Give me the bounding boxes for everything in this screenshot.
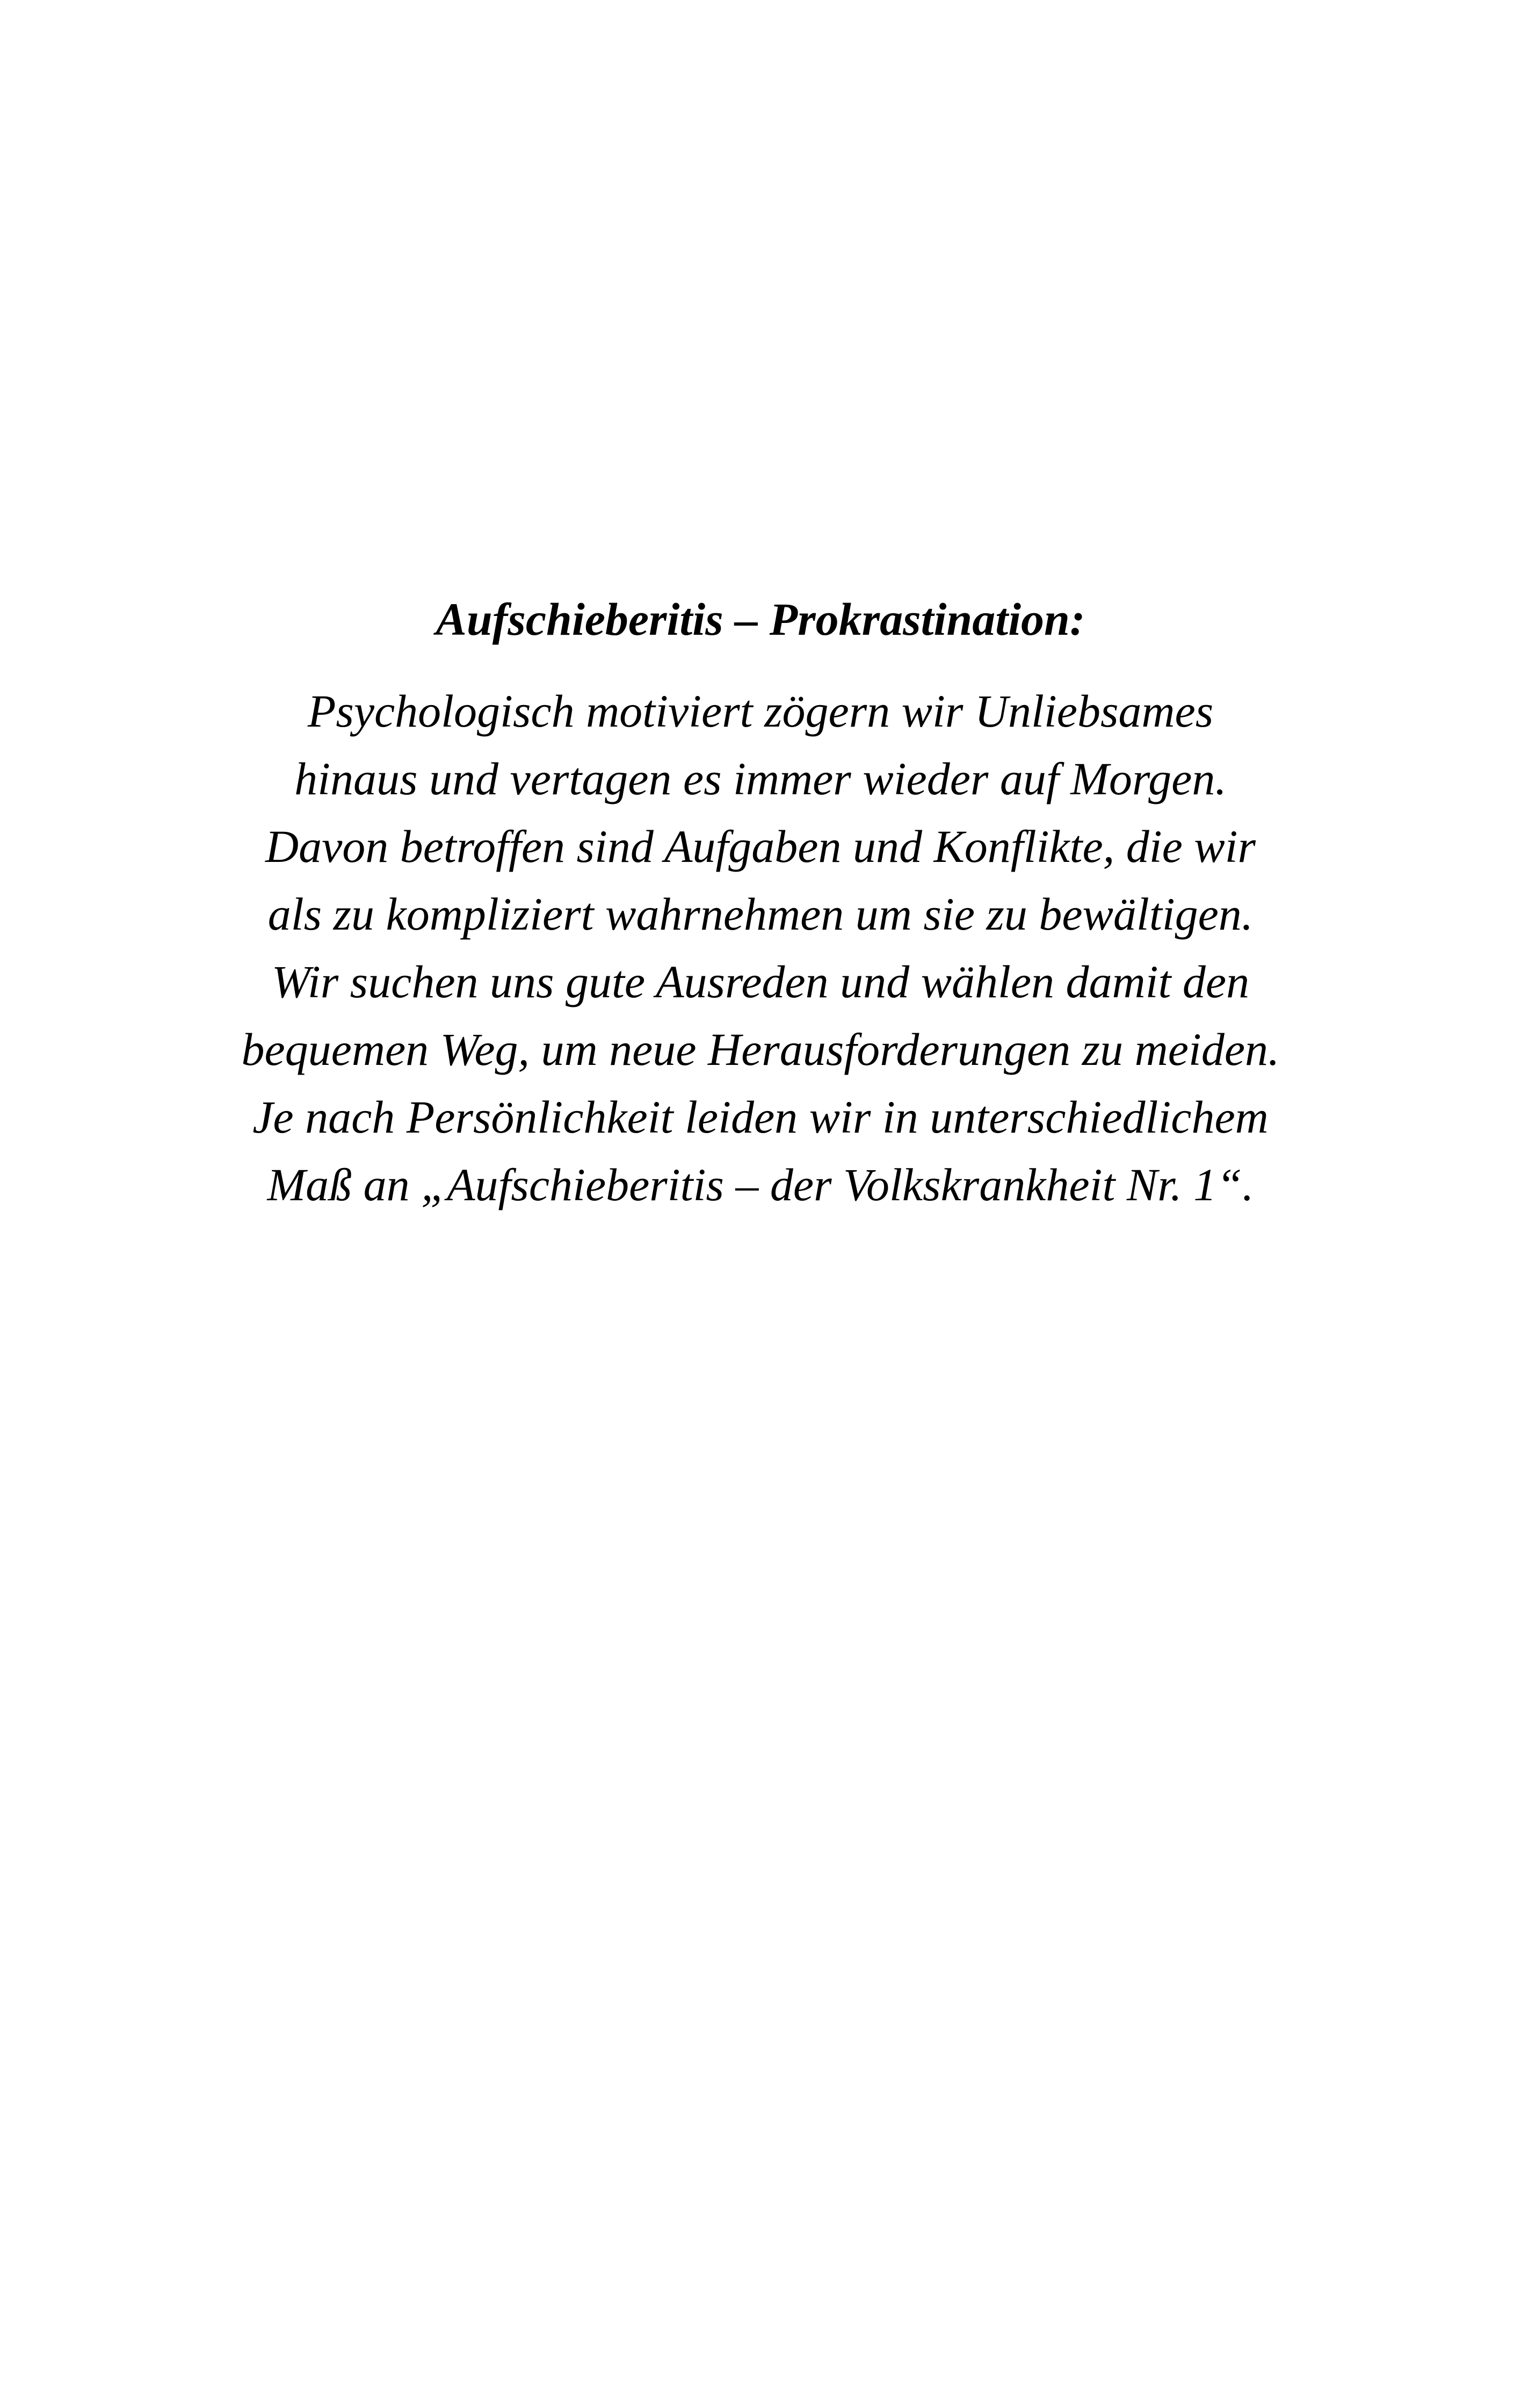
body-line: hinaus und vertagen es immer wieder auf Morgen. — [294, 753, 1227, 804]
body-line: Wir suchen uns gute Ausreden und wählen damit den — [271, 956, 1250, 1007]
body-line: bequemen Weg, um neue Herausforderungen zu meiden. — [241, 1024, 1280, 1075]
body-paragraph — [0, 677, 1521, 1218]
body-line: als zu kompliziert wahrnehmen um sie zu bewältigen. — [267, 888, 1254, 940]
body-line: Psychologisch motiviert zögern wir Unliebsames — [307, 685, 1214, 737]
text-block — [0, 593, 1521, 1218]
body-line: Davon betroffen sind Aufgaben und Konflikte, die wir — [265, 821, 1256, 872]
body-line: Maß an „Aufschieberitis – der Volkskrankheit Nr. 1“. — [267, 1159, 1254, 1210]
page-title: Aufschieberitis – Prokrastination: — [436, 593, 1085, 645]
body-line: Je nach Persönlichkeit leiden wir in unterschiedlichem — [252, 1091, 1269, 1143]
